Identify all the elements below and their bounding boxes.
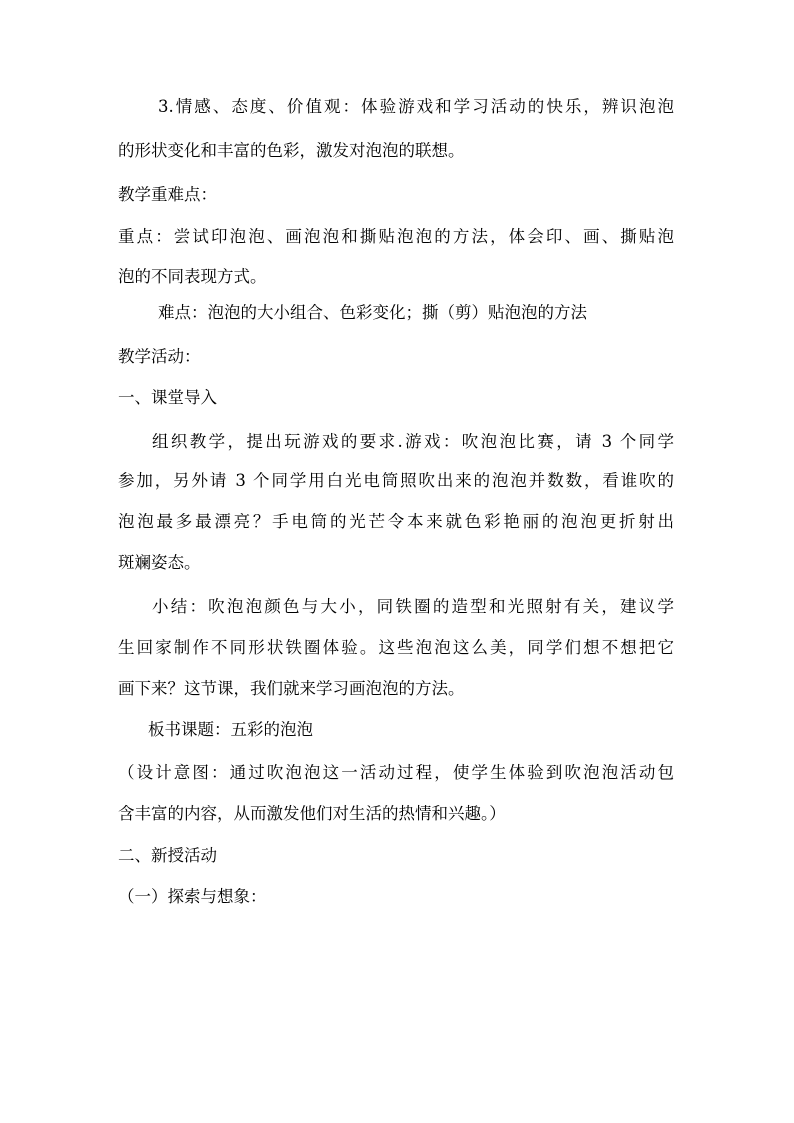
- organize-line-2: 参加，另外请 3 个同学用白光电筒照吹出来的泡泡并数数，看谁吹的: [118, 471, 674, 490]
- design-intent-line-2: 含丰富的内容，从而激发他们对生活的热情和兴趣。）: [118, 804, 506, 823]
- design-intent-line-1: （设计意图：通过吹泡泡这一活动过程，使学生体验到吹泡泡活动包: [118, 763, 674, 782]
- organize-line-1: 组织教学，提出玩游戏的要求.游戏：吹泡泡比赛，请 3 个同学: [152, 432, 674, 451]
- activities-heading: 教学活动：: [118, 347, 201, 366]
- difficulty-line: 难点：泡泡的大小组合、色彩变化；撕（剪）贴泡泡的方法: [158, 303, 587, 322]
- summary-line-2: 生回家制作不同形状铁圈体验。这些泡泡这么美，同学们想不想把它: [118, 638, 674, 657]
- summary-line-3: 画下来？这节课，我们就来学习画泡泡的方法。: [118, 679, 465, 698]
- board-title-line: 板书课题：五彩的泡泡: [148, 720, 313, 739]
- emotion-goal-line-2: 的形状变化和丰富的色彩，激发对泡泡的联想。: [118, 141, 465, 160]
- summary-line-1: 小结：吹泡泡颜色与大小，同铁圈的造型和光照射有关，建议学: [152, 597, 674, 616]
- section-1-heading: 一、课堂导入: [118, 388, 217, 407]
- key-point-line-2: 泡的不同表现方式。: [118, 267, 267, 286]
- organize-line-3: 泡泡最多最漂亮？手电筒的光芒令本来就色彩艳丽的泡泡更折射出: [118, 512, 674, 531]
- organize-line-4: 斑斓姿态。: [118, 553, 201, 572]
- section-2-heading: 二、新授活动: [118, 846, 217, 865]
- subsection-1-heading: （一）探索与想象：: [118, 887, 267, 906]
- emotion-goal-line-1: 3.情感、态度、价值观：体验游戏和学习活动的快乐，辨识泡泡: [158, 97, 674, 116]
- key-points-heading: 教学重难点：: [118, 185, 217, 204]
- key-point-line-1: 重点：尝试印泡泡、画泡泡和撕贴泡泡的方法，体会印、画、撕贴泡: [118, 227, 674, 246]
